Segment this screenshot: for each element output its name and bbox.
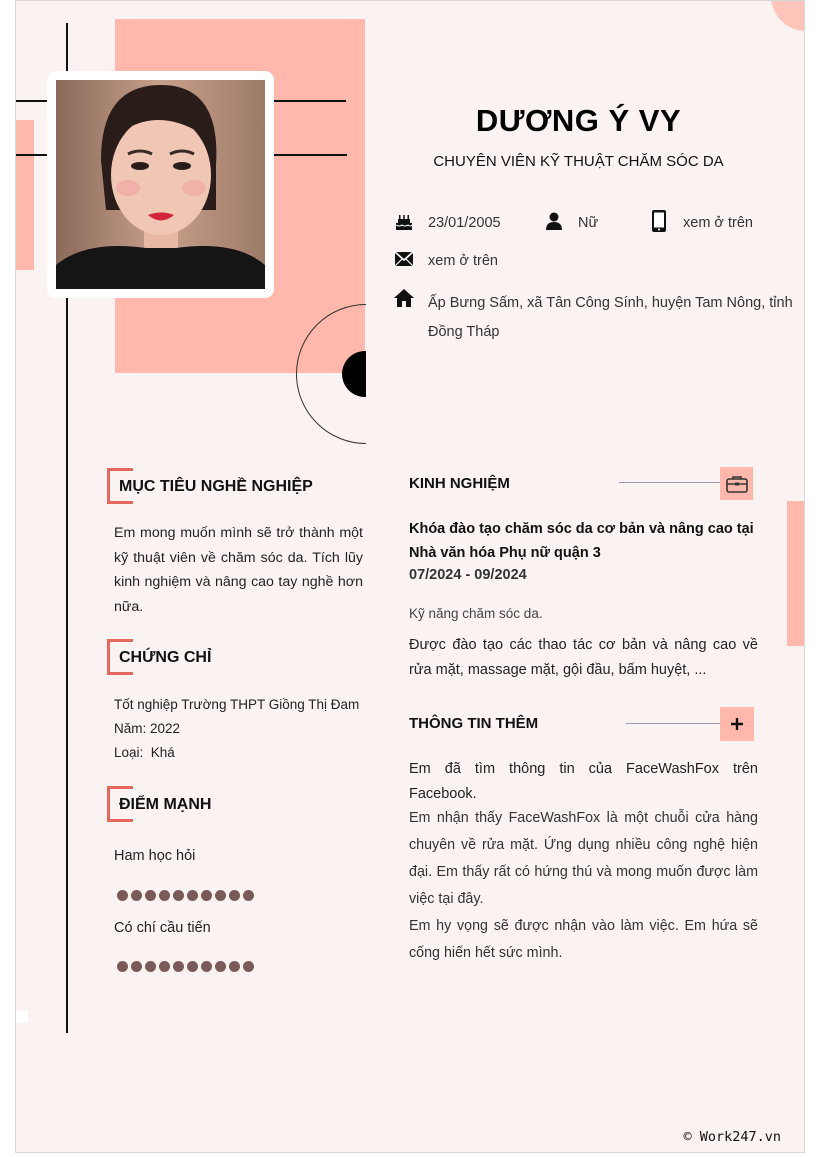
certificate-line-2: Năm: 2022	[114, 721, 181, 736]
experience-description: Được đào tạo các thao tác cơ bản và nâng cao về rửa mặt, massage mặt, gội đầu, bấm huyệt, ...	[409, 637, 758, 678]
experience-course: Khóa đào tạo chăm sóc da cơ bản và nâng cao tại Nhà văn hóa Phụ nữ quận 3	[409, 521, 754, 561]
rating-dot	[131, 961, 142, 972]
candidate-role: CHUYÊN VIÊN KỸ THUẬT CHĂM SÓC DA	[433, 153, 724, 170]
contact-address	[394, 287, 794, 347]
strength-label-2: Có chí cầu tiến	[114, 920, 211, 936]
phone-icon	[649, 209, 669, 233]
phone-value: xem ở trên	[683, 215, 753, 231]
rating-dot	[187, 961, 198, 972]
decor-arc-clip	[296, 304, 366, 444]
extra-title: THÔNG TIN THÊM	[409, 715, 539, 732]
plus-icon	[730, 717, 744, 731]
rating-dot	[145, 961, 156, 972]
rating-dot	[117, 890, 128, 901]
decor-corner-circle	[771, 0, 805, 31]
rating-dot	[229, 961, 240, 972]
gender-value: Nữ	[578, 215, 599, 231]
rating-dot	[131, 890, 142, 901]
rating-dot	[201, 890, 212, 901]
certificate-line-1: Tốt nghiệp Trường THPT Giồng Thị Đam	[114, 697, 360, 712]
experience-period: 07/2024 - 09/2024	[409, 567, 527, 583]
contact-email	[394, 250, 594, 274]
strengths-title: ĐIỂM MẠNH	[119, 796, 212, 813]
candidate-name: DƯƠNG Ý VY	[475, 103, 682, 138]
extra-icon-box	[720, 707, 754, 741]
strength-rating-1	[117, 890, 254, 901]
experience-title: KINH NGHIỆM	[409, 475, 510, 492]
rating-dot	[201, 961, 212, 972]
strength-rating-2	[117, 961, 254, 972]
extra-paragraph-2: Em nhận thấy FaceWashFox là một chuỗi cửa hàng chuyên về rửa mặt. Ứng dụng nhiều công nghệ hiện đại. Em thấy rất có hứng thú và mong muốn được làm việc tại đây.	[409, 810, 758, 907]
rating-dot	[117, 961, 128, 972]
home-icon	[394, 288, 414, 308]
contact-gender	[544, 212, 654, 236]
objective-title: MỤC TIÊU NGHỀ NGHIỆP	[119, 478, 313, 495]
certificates-title: CHỨNG CHỈ	[119, 649, 212, 666]
extra-paragraph-3: Em hy vọng sẽ được nhận vào làm việc. Em hứa sẽ cống hiến hết sức mình.	[409, 918, 758, 961]
certificate-line-3: Loại: Khá	[114, 745, 175, 760]
rating-dot	[215, 890, 226, 901]
rating-dot	[243, 890, 254, 901]
cv-page	[15, 0, 805, 1153]
decor-right-strip	[787, 501, 805, 646]
address-value: Ấp Bưng Sấm, xã Tân Công Sính, huyện Tam Nông, tỉnh Đồng Tháp	[428, 295, 793, 340]
contact-birthday	[394, 212, 544, 236]
rating-dot	[229, 890, 240, 901]
rating-dot	[145, 890, 156, 901]
rating-dot	[243, 961, 254, 972]
email-icon	[394, 251, 414, 267]
experience-icon-box	[720, 467, 753, 500]
briefcase-icon	[726, 475, 748, 493]
extra-paragraph-1: Em đã tìm thông tin của FaceWashFox trên Facebook.	[409, 761, 758, 802]
experience-subtitle: Kỹ năng chăm sóc da.	[409, 606, 543, 621]
email-value: xem ở trên	[428, 253, 498, 269]
rating-dot	[173, 890, 184, 901]
decor-left-strip	[16, 120, 34, 270]
rating-dot	[173, 961, 184, 972]
contact-phone	[649, 212, 789, 236]
decor-white-square	[16, 1011, 28, 1023]
experience-divider	[619, 482, 729, 483]
extra-divider	[626, 723, 726, 724]
rating-dot	[159, 890, 170, 901]
birthday-value: 23/01/2005	[428, 215, 501, 231]
rating-dot	[215, 961, 226, 972]
cake-icon	[394, 212, 414, 232]
user-icon	[544, 211, 564, 231]
footer-credit: © Work247.vn	[683, 1129, 781, 1145]
strength-label-1: Ham học hỏi	[114, 848, 196, 864]
objective-text: Em mong muốn mình sẽ trở thành một kỹ thuật viên về chăm sóc da. Tích lũy kinh nghiệm và nâng cao tay nghề hơn nữa.	[114, 525, 363, 615]
avatar	[56, 80, 265, 289]
rating-dot	[187, 890, 198, 901]
rating-dot	[159, 961, 170, 972]
